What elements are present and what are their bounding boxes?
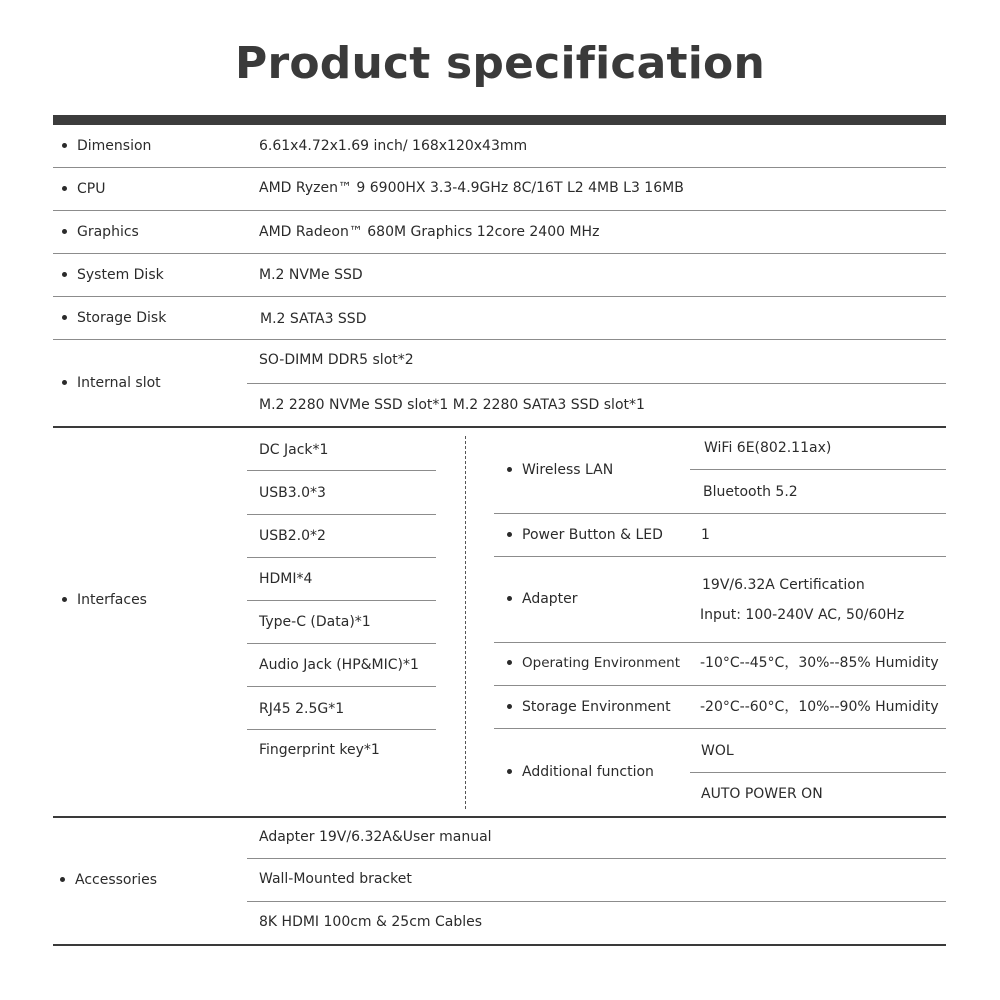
section-divider <box>53 944 946 946</box>
operating-env-value: -10°C--45°C，30%--85% Humidity <box>700 655 939 671</box>
storage-env-label: Storage Environment <box>507 699 671 715</box>
port-item: RJ45 2.5G*1 <box>259 701 345 717</box>
port-item: Fingerprint key*1 <box>259 742 380 758</box>
port-item: HDMI*4 <box>259 571 313 587</box>
bullet-icon <box>507 532 512 537</box>
divider <box>690 772 946 773</box>
divider <box>53 253 946 254</box>
divider <box>494 685 946 686</box>
wireless-lan-label: Wireless LAN <box>507 462 613 478</box>
accessory-item: Wall-Mounted bracket <box>259 871 412 887</box>
page-title: Product specification <box>235 38 765 89</box>
internal-slot-label: Internal slot <box>62 375 161 391</box>
bullet-icon <box>507 660 512 665</box>
divider <box>247 858 946 859</box>
section-divider <box>53 426 946 428</box>
accessories-label: Accessories <box>60 872 157 888</box>
port-item: DC Jack*1 <box>259 442 329 458</box>
additional-function-value: AUTO POWER ON <box>701 786 823 802</box>
adapter-label: Adapter <box>507 591 578 607</box>
divider <box>494 642 946 643</box>
graphics-value: AMD Radeon™ 680M Graphics 12core 2400 MHz <box>259 224 600 240</box>
internal-slot-value: M.2 2280 NVMe SSD slot*1 M.2 2280 SATA3 SSD slot*1 <box>259 397 645 413</box>
bullet-icon <box>62 186 67 191</box>
divider <box>247 643 436 644</box>
port-item: Type-C (Data)*1 <box>259 614 371 630</box>
port-item: USB3.0*3 <box>259 485 326 501</box>
divider <box>247 514 436 515</box>
graphics-label: Graphics <box>62 224 139 240</box>
additional-function-label: Additional function <box>507 764 654 780</box>
divider <box>247 901 946 902</box>
divider <box>690 469 946 470</box>
divider <box>247 383 946 384</box>
divider <box>247 729 436 730</box>
divider <box>53 296 946 297</box>
divider <box>494 728 946 729</box>
bullet-icon <box>507 596 512 601</box>
bullet-icon <box>62 229 67 234</box>
storage-disk-label: Storage Disk <box>62 310 166 326</box>
internal-slot-value: SO-DIMM DDR5 slot*2 <box>259 352 414 368</box>
bullet-icon <box>62 380 67 385</box>
power-button-value: 1 <box>701 527 710 543</box>
interfaces-label: Interfaces <box>62 592 147 608</box>
system-disk-label: System Disk <box>62 267 164 283</box>
adapter-value: Input: 100-240V AC, 50/60Hz <box>700 607 905 623</box>
divider <box>494 556 946 557</box>
bullet-icon <box>60 877 65 882</box>
cpu-value: AMD Ryzen™ 9 6900HX 3.3-4.9GHz 8C/16T L2 4MB L3 16MB <box>259 180 684 196</box>
bullet-icon <box>62 315 67 320</box>
accessory-item: Adapter 19V/6.32A&User manual <box>259 829 492 845</box>
divider <box>247 470 436 471</box>
additional-function-value: WOL <box>701 743 734 759</box>
section-divider <box>53 816 946 818</box>
header-bar <box>53 115 946 125</box>
bullet-icon <box>507 704 512 709</box>
divider <box>247 557 436 558</box>
wireless-lan-value: Bluetooth 5.2 <box>703 484 798 500</box>
column-separator <box>465 436 466 809</box>
bullet-icon <box>507 769 512 774</box>
accessory-item: 8K HDMI 100cm & 25cm Cables <box>259 914 483 930</box>
storage-env-value: -20°C--60°C，10%--90% Humidity <box>700 699 939 715</box>
divider <box>247 686 436 687</box>
bullet-icon <box>507 467 512 472</box>
divider <box>53 210 946 211</box>
bullet-icon <box>62 597 67 602</box>
storage-disk-value: M.2 SATA3 SSD <box>260 311 367 327</box>
power-button-label: Power Button & LED <box>507 527 663 543</box>
divider <box>53 339 946 340</box>
bullet-icon <box>62 272 67 277</box>
divider <box>53 167 946 168</box>
port-item: Audio Jack (HP&MIC)*1 <box>259 657 419 673</box>
adapter-value: 19V/6.32A Certification <box>702 577 865 593</box>
divider <box>494 513 946 514</box>
dimension-label: Dimension <box>62 138 151 154</box>
port-item: USB2.0*2 <box>259 528 326 544</box>
divider <box>247 600 436 601</box>
cpu-label: CPU <box>62 181 105 197</box>
dimension-value: 6.61x4.72x1.69 inch/ 168x120x43mm <box>259 138 528 154</box>
system-disk-value: M.2 NVMe SSD <box>259 267 363 283</box>
wireless-lan-value: WiFi 6E(802.11ax) <box>704 440 832 456</box>
bullet-icon <box>62 143 67 148</box>
operating-env-label: Operating Environment <box>507 655 680 671</box>
